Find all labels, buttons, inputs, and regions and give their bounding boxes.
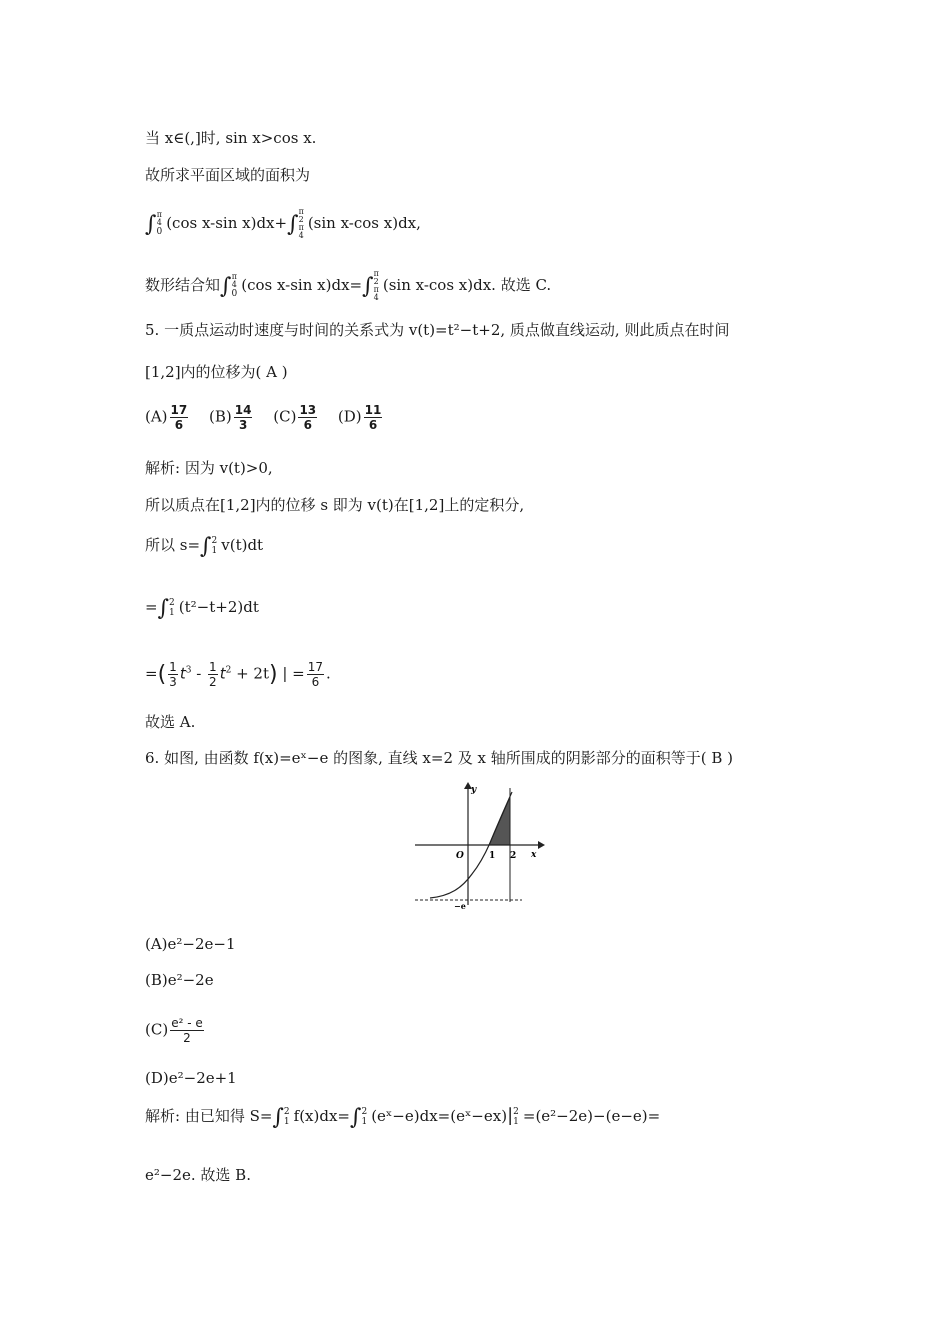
line-3-integral: ∫ π 4 0 (cos x-sin x)dx+∫ π 2 π 4 (sin x-cos x)dx,: [145, 207, 421, 240]
q6-solution-1: 解析: 由已知得 S=∫ 2 1 f(x)dx=∫ 2 1 (eˣ−e)dx=(eˣ−ex)| 2 1 =(e²−2e)−(e−e)=: [145, 1105, 661, 1130]
q5-solution-1: 解析: 因为 v(t)>0,: [145, 459, 273, 477]
x-axis-arrow-icon: [538, 841, 545, 849]
q5-option-a: (A) $\frac{17}{6}$: [145, 403, 188, 432]
q6-option-d: (D)e²−2e+1: [145, 1069, 237, 1087]
line-4-integral: 数形结合知∫ π 4 0 (cos x-sin x)dx=∫ π 2 π 4 (sin x-cos x)dx. 故选 C.: [145, 269, 552, 302]
q5-line-2: [1,2]内的位移为( A ): [145, 363, 288, 381]
label-one: 1: [489, 851, 496, 861]
q6-line-1: 6. 如图, 由函数 f(x)=eˣ−e 的图象, 直线 x=2 及 x 轴所围成的阴影部分的面积等于( B ): [145, 749, 734, 767]
q5-option-d: (D) $\frac{11}{6}$: [337, 403, 382, 432]
label-two: 2: [510, 851, 517, 861]
q6-solution-2: e²−2e. 故选 B.: [145, 1166, 251, 1184]
q5-option-b: (B) $\frac{14}{3}$: [209, 403, 252, 432]
q5-option-c: (C) $\frac{13}{6}$: [273, 403, 317, 432]
q6-option-b: (B)e²−2e: [145, 971, 214, 989]
q6-option-c: (C) $\frac{\text{e² - e}}{2}$: [145, 1016, 203, 1045]
q5-solution-2: 所以质点在[1,2]内的位移 s 即为 v(t)在[1,2]上的定积分,: [145, 496, 525, 514]
label-neg-e: −e: [454, 901, 466, 910]
label-y: y: [471, 785, 477, 795]
label-origin: O: [456, 851, 464, 861]
q6-option-a: (A)e²−2e−1: [145, 935, 236, 953]
function-graph-figure: [410, 780, 545, 910]
q5-solution-4: =∫ 2 1 (t²−t+2)dt: [145, 596, 259, 621]
line-1: 当 x∈(,]时, sin x>cos x.: [145, 129, 317, 147]
q5-solution-3: 所以 s=∫ 2 1 v(t)dt: [145, 534, 264, 559]
q5-options: [145, 403, 398, 432]
q5-solution-6: 故选 A.: [145, 713, 196, 731]
line-2: 故所求平面区域的面积为: [145, 166, 311, 184]
q5-line-1: 5. 一质点运动时速度与时间的关系式为 v(t)=t²−t+2, 质点做直线运动, 则此质点在时间: [145, 321, 730, 339]
label-x: x: [531, 850, 537, 860]
q5-solution-5: =( $\frac{1}{3}$ $t^3$ - $\frac{1}{2}$ $t^2 + 2t$) | = $\frac{17}{6}$ .: [145, 660, 331, 689]
